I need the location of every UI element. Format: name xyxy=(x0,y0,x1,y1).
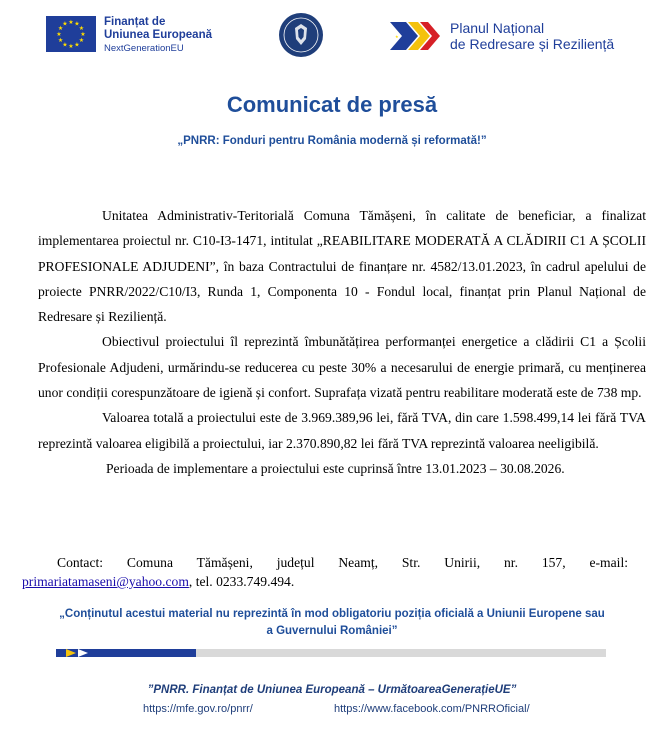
footer-slogan: ”PNRR. Finanțat de Uniunea Europeană – UrmătoareaGenerațieUE” xyxy=(147,684,517,696)
pnrr-logo-line1: Planul Național xyxy=(450,20,545,36)
email-link[interactable]: primariatamaseni@yahoo.com xyxy=(22,574,189,589)
svg-text:★: ★ xyxy=(56,31,62,38)
disclaimer-line1: „Conținutul acestui material nu reprezintă în mod obligatoriu poziția oficială a Uniunii Europene sau xyxy=(59,608,605,620)
svg-text:★: ★ xyxy=(68,19,74,26)
disclaimer xyxy=(30,606,634,640)
footer-link-facebook[interactable]: https://www.facebook.com/PNRROficial/ xyxy=(334,703,530,715)
page-title: Comunicat de presă xyxy=(226,92,438,117)
svg-text:★: ★ xyxy=(57,25,64,32)
government-seal-icon xyxy=(278,12,324,58)
contact-line2 xyxy=(22,572,628,591)
contact-phone: , tel. 0233.749.494. xyxy=(188,574,295,589)
svg-text:★: ★ xyxy=(78,37,85,44)
eu-logo-line3: NextGenerationEU xyxy=(104,43,184,54)
press-release-body xyxy=(38,203,646,481)
eu-logo-line2: Uniunea Europeană xyxy=(104,29,212,41)
svg-text:★: ★ xyxy=(395,34,399,39)
svg-text:★: ★ xyxy=(74,20,80,28)
logo-header xyxy=(0,10,664,66)
svg-text:★: ★ xyxy=(74,41,80,49)
disclaimer-line2: a Guvernului României” xyxy=(266,625,398,637)
pnrr-logo-line2: de Redresare și Reziliență xyxy=(450,36,615,52)
svg-text:★: ★ xyxy=(68,43,74,50)
eu-funding-logo xyxy=(46,16,212,55)
eu-logo-line1: Finanțat de xyxy=(104,16,166,28)
svg-text:★: ★ xyxy=(80,31,86,38)
contact-block xyxy=(22,553,628,591)
paragraph-project-completion: Unitatea Administrativ-Teritorială Comuna Tămășeni, în calitate de beneficiar, a finalizat implementarea proiectul nr. C10-I3-1471, intitulat „REABILITARE MODERATĂ A CLĂDIRII C1 A ȘCOLII PROFESIONALE ADJUDENI”, în baza Contractului de finanțare nr. 4582/13.01.2023, în cadrul apelului de proiecte PNRR/2022/C10/I3, Runda 1, Componenta 10 - Fondul local, finanțat prin Planul Național de Redresare și Reziliență. xyxy=(38,208,646,325)
paragraph-project-value: Valoarea totală a proiectului este de 3.969.389,96 lei, fără TVA, din care 1.598.499,14 lei fără TVA reprezintă valoarea eligibilă a proiectului, iar 2.370.890,82 lei fără TVA reprezintă valoarea neeligibilă. xyxy=(38,410,646,451)
svg-text:★: ★ xyxy=(78,25,85,32)
pnrr-chevron-icon xyxy=(388,18,444,54)
eu-flag-icon xyxy=(46,16,96,52)
contact-address: Contact: Comuna Tămășeni, județul Neamț, Str. Unirii, nr. 157, e-mail: xyxy=(57,555,628,570)
svg-text:★: ★ xyxy=(57,37,64,44)
pnrr-logo xyxy=(388,18,614,54)
page-subtitle: „PNRR: Fonduri pentru România modernă și reformată!” xyxy=(177,135,487,147)
footer-link-mfe[interactable]: https://mfe.gov.ro/pnrr/ xyxy=(143,703,253,715)
footer-divider-bar xyxy=(56,649,606,657)
paragraph-objective: Obiectivul proiectului îl reprezintă îmbunătățirea performanței energetice a clădirii C1 a Școlii Profesionale Adjudeni, urmărindu-se reducerea cu peste 30% a necesarului de energie primară, cu menținerea unor condiții corespunzătoare de igienă și confort. Suprafața vizată pentru reabilitare moderată este de 738 mp. xyxy=(38,334,646,401)
svg-text:★: ★ xyxy=(62,41,68,49)
svg-text:★: ★ xyxy=(62,20,68,28)
paragraph-implementation-period: Perioada de implementare a proiectului este cuprinsă între 13.01.2023 – 30.08.2026. xyxy=(106,460,565,476)
